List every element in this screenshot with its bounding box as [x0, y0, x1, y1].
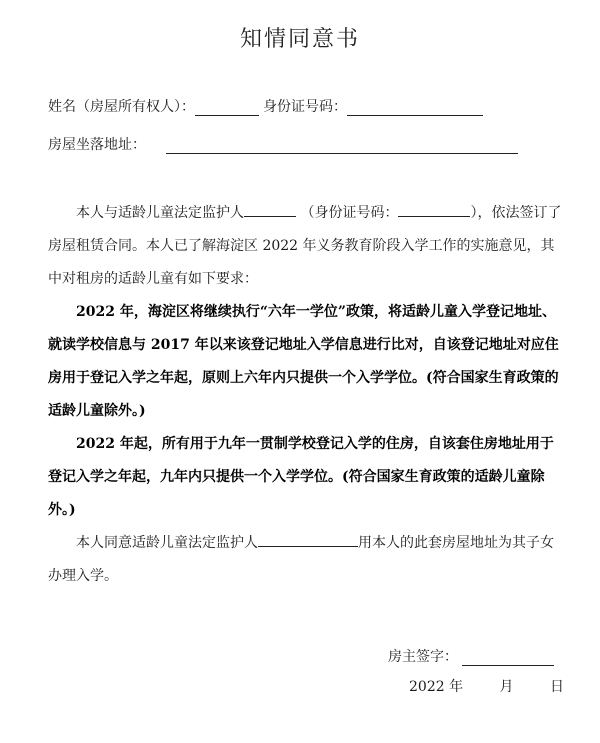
- owner-info-row: [48, 96, 483, 116]
- id-number-blank[interactable]: [347, 99, 483, 116]
- rule-six-year-paragraph: 2022 年，海淀区将继续执行“六年一学位”政策，将适龄儿童入学登记地址、就读学校信息与 2017 年以来该登记地址入学信息进行比对，自该登记地址对应住房用于登记入学之年起，原则上六年内只提供一个入学学位。(符合国家生育政策的适龄儿童除外。): [48, 304, 559, 419]
- consent-part-a: 本人同意适龄儿童法定监护人: [76, 535, 258, 551]
- intro-paragraph: [48, 197, 564, 296]
- signature-label: 房主签字：: [388, 649, 458, 665]
- rule-nine-year-paragraph: 2022 年起，所有用于九年一贯制学校登记入学的住房，自该套住房地址用于登记入学之年起，九年内只提供一个入学学位。(符合国家生育政策的适龄儿童除外。): [48, 436, 554, 518]
- intro-part-a: 本人与适龄儿童法定监护人: [76, 205, 244, 221]
- address-label: 房屋坐落地址：: [48, 137, 146, 153]
- signature-blank[interactable]: [462, 649, 554, 666]
- owner-name-blank[interactable]: [195, 99, 259, 116]
- owner-name-label: 姓名（房屋所有权人）：: [48, 99, 195, 115]
- document-title: 知情同意书: [239, 27, 360, 52]
- document-body: [48, 197, 564, 593]
- intro-part-c: ），依法签订了房屋租赁合同。本人已了解海淀区 2022 年义务教育阶段入学工作的实施意见，其中对租房的适龄儿童有如下要求：: [48, 205, 562, 287]
- date-month: 月: [499, 679, 514, 695]
- intro-part-b: （身份证号码：: [300, 205, 399, 221]
- date-day: 日: [550, 679, 564, 695]
- consent-guardian-blank[interactable]: [258, 532, 358, 547]
- date-year: 2022 年: [409, 679, 464, 695]
- signature-row: [388, 646, 554, 666]
- address-row: [48, 134, 518, 154]
- consent-paragraph: [48, 527, 564, 593]
- date-row: [409, 676, 564, 696]
- id-number-label: 身份证号码：: [263, 99, 347, 115]
- address-blank[interactable]: [166, 137, 518, 154]
- consent-part-b: 用本人的此套房屋地址为其子女办理入学。: [48, 535, 554, 584]
- guardian-id-blank[interactable]: [398, 202, 470, 217]
- guardian-name-blank[interactable]: [244, 202, 296, 217]
